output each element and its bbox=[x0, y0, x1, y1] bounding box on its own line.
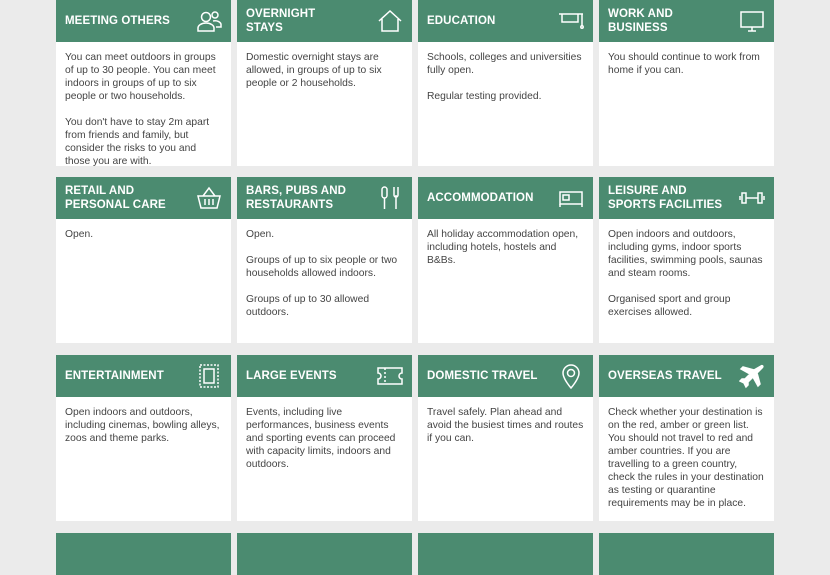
card-title: BARS, PUBS AND RESTAURANTS bbox=[246, 185, 347, 211]
card-text: Open. bbox=[65, 229, 94, 240]
card-retail-and-personal-care bbox=[56, 177, 231, 343]
card-header bbox=[237, 533, 412, 575]
card-text: Groups of up to six people or two households allowed indoors. bbox=[246, 255, 398, 279]
card-entertainment bbox=[56, 355, 231, 521]
card-text: Events, including live performances, business events and sporting events can proceed with capacity limits, indoors and outdoors. bbox=[246, 407, 396, 470]
card-title: OVERSEAS TRAVEL bbox=[608, 370, 722, 382]
card-title: RETAIL AND PERSONAL CARE bbox=[65, 185, 166, 211]
card-text: Domestic overnight stays are allowed, in groups of up to six people or 2 households. bbox=[246, 52, 382, 89]
card-text: Open indoors and outdoors, including cinemas, bowling alleys, zoos and theme parks. bbox=[65, 407, 220, 444]
card-body bbox=[237, 397, 412, 521]
card-title: MEETING OTHERS bbox=[65, 15, 170, 27]
card-text: Regular testing provided. bbox=[427, 91, 542, 102]
card-body bbox=[56, 42, 231, 166]
card-header bbox=[56, 355, 231, 397]
airplane-icon bbox=[739, 363, 765, 389]
card-body bbox=[599, 397, 774, 521]
card-text: Open indoors and outdoors, including gyms, indoor sports facilities, swimming pools, saunas and steam rooms. bbox=[608, 229, 763, 279]
dumbbell-icon bbox=[739, 185, 765, 211]
card-header bbox=[237, 0, 412, 42]
card-body bbox=[56, 219, 231, 343]
card-header bbox=[237, 177, 412, 219]
card-title: LARGE EVENTS bbox=[246, 370, 337, 382]
card-header bbox=[418, 533, 593, 575]
card-title: DOMESTIC TRAVEL bbox=[427, 370, 538, 382]
people-icon bbox=[196, 8, 222, 34]
card-leisure-and-sports-facilities bbox=[599, 177, 774, 343]
stamp-frame-icon bbox=[196, 363, 222, 389]
monitor-icon bbox=[739, 8, 765, 34]
card-header bbox=[599, 355, 774, 397]
card-text: You should continue to work from home if you can. bbox=[608, 52, 760, 76]
card-header bbox=[56, 0, 231, 42]
card-body bbox=[418, 42, 593, 166]
card-text: Groups of up to 30 allowed outdoors. bbox=[246, 294, 370, 318]
card-partial bbox=[418, 533, 593, 575]
card-partial bbox=[599, 533, 774, 575]
card-accommodation bbox=[418, 177, 593, 343]
card-text: You don't have to stay 2m apart from friends and family, but consider the risks to you and those you are with. bbox=[65, 117, 210, 167]
card-text: Check whether your destination is on the red, amber or green list. You should not travel to red and amber countries. If you are travelling to a green country, check the rules in your destination as testing or quarantine requirements may be in place. bbox=[608, 407, 764, 509]
card-body bbox=[418, 397, 593, 521]
card-body bbox=[599, 42, 774, 166]
card-title: LEISURE AND SPORTS FACILITIES bbox=[608, 185, 723, 211]
card-title: ACCOMMODATION bbox=[427, 192, 534, 204]
card-text: Open. bbox=[246, 229, 275, 240]
house-icon bbox=[377, 8, 403, 34]
card-body bbox=[418, 219, 593, 343]
card-text: All holiday accommodation open, including hotels, hostels and B&Bs. bbox=[427, 229, 579, 266]
card-partial bbox=[237, 533, 412, 575]
card-overnight-stays bbox=[237, 0, 412, 166]
card-body bbox=[237, 219, 412, 343]
card-header bbox=[418, 177, 593, 219]
card-education bbox=[418, 0, 593, 166]
card-text: You can meet outdoors in groups of up to 30 people. You can meet indoors in groups of up to six people or two households. bbox=[65, 52, 216, 102]
card-header bbox=[56, 177, 231, 219]
card-header bbox=[418, 0, 593, 42]
card-meeting-others bbox=[56, 0, 231, 166]
cutlery-icon bbox=[377, 185, 403, 211]
bed-icon bbox=[558, 185, 584, 211]
card-title: ENTERTAINMENT bbox=[65, 370, 164, 382]
ticket-icon bbox=[377, 363, 403, 389]
card-title: OVERNIGHT STAYS bbox=[246, 8, 316, 34]
card-header bbox=[599, 177, 774, 219]
card-body bbox=[599, 219, 774, 343]
card-large-events bbox=[237, 355, 412, 521]
map-pin-icon bbox=[558, 363, 584, 389]
card-header bbox=[599, 533, 774, 575]
graduation-cap-icon bbox=[558, 8, 584, 34]
card-header bbox=[237, 355, 412, 397]
card-title: WORK AND BUSINESS bbox=[608, 8, 673, 34]
card-domestic-travel bbox=[418, 355, 593, 521]
card-body bbox=[237, 42, 412, 166]
shopping-basket-icon bbox=[196, 185, 222, 211]
card-text: Schools, colleges and universities fully open. bbox=[427, 52, 582, 76]
card-body bbox=[56, 397, 231, 521]
card-partial bbox=[56, 533, 231, 575]
card-text: Organised sport and group exercises allowed. bbox=[608, 294, 731, 318]
card-overseas-travel bbox=[599, 355, 774, 521]
card-header bbox=[56, 533, 231, 575]
card-text: Travel safely. Plan ahead and avoid the busiest times and routes if you can. bbox=[427, 407, 584, 444]
card-header bbox=[418, 355, 593, 397]
card-title: EDUCATION bbox=[427, 15, 496, 27]
card-work-and-business bbox=[599, 0, 774, 166]
card-header bbox=[599, 0, 774, 42]
card-bars-pubs-and-restaurants bbox=[237, 177, 412, 343]
